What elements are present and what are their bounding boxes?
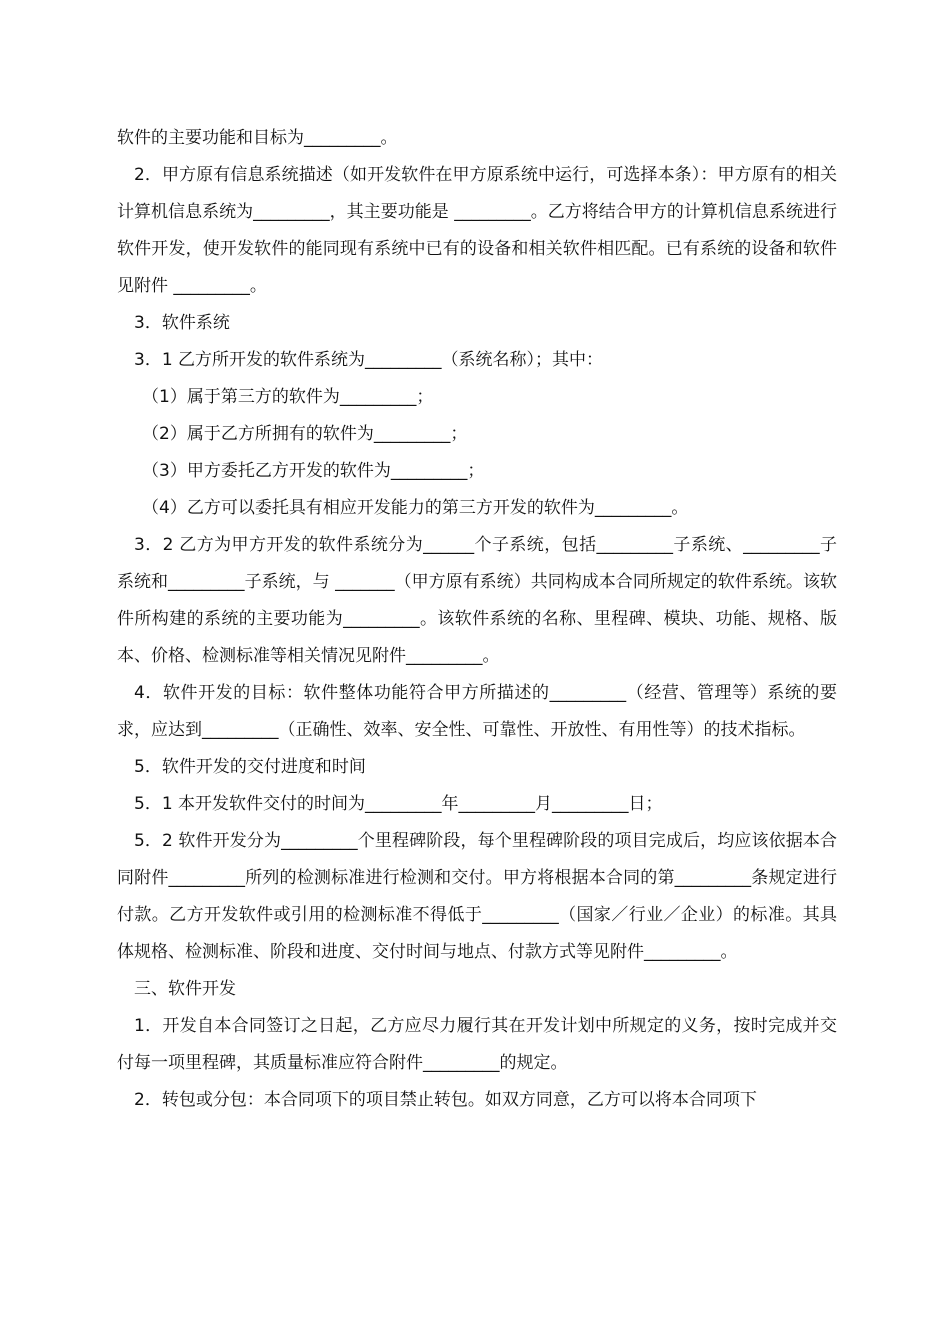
- paragraph-item-2: （2）属于乙方所拥有的软件为_________；: [142, 424, 468, 444]
- paragraph-clause-3-1: 3．1 乙方所开发的软件系统为_________（系统名称）；其中：: [134, 350, 604, 370]
- paragraph-clause-5-2: 5．2 软件开发分为_________个里程碑阶段，每个里程碑阶段的项目完成后，均应该依据本合同附件_________所列的检测标准进行检测和交付。甲方将根据本合同的第_________条规定进行付款。乙方开发软件或引用的检测标准不得低于_________（国家／行业／企业）的标准。其具体规格、检测标准、阶段和进度、交付时间与地点、付款方式等见附件_________。: [117, 831, 837, 962]
- paragraph-clause-5-1: 5．1 本开发软件交付的时间为_________年_________月_________日；: [134, 794, 663, 814]
- document-body: [117, 120, 837, 1119]
- paragraph-clause-4: 4．软件开发的目标：软件整体功能符合甲方所描述的_________（经营、管理等）系统的要求，应达到_________（正确性、效率、安全性、可靠性、开放性、有用性等）的技术指标。: [117, 683, 837, 740]
- paragraph-section-3-clause-2: 2．转包或分包：本合同项下的项目禁止转包。如双方同意，乙方可以将本合同项下: [134, 1090, 757, 1110]
- paragraph-item-1: （1）属于第三方的软件为_________；: [142, 387, 434, 407]
- section-heading-software-development: 三、软件开发: [134, 979, 236, 999]
- paragraph-clause-3-heading: 3．软件系统: [134, 313, 230, 333]
- paragraph-clause-3-2: 3．2 乙方为甲方开发的软件系统分为______个子系统，包括_________子系统、_________子系统和_________子系统，与 _______（甲方原有系统）共同构成本合同所规定的软件系统。该软件所构建的系统的主要功能为_________。该软件系统的名称、里程碑、模块、功能、规格、版本、价格、检测标准等相关情况见附件_________。: [117, 535, 837, 666]
- paragraph-item-4: （4）乙方可以委托具有相应开发能力的第三方开发的软件为_________。: [142, 498, 689, 518]
- paragraph-item-3: （3）甲方委托乙方开发的软件为_________；: [142, 461, 485, 481]
- paragraph-clause-2: 2．甲方原有信息系统描述（如开发软件在甲方原系统中运行，可选择本条）：甲方原有的相关计算机信息系统为_________，其主要功能是 _________。乙方将结合甲方的计算机信息系统进行软件开发，使开发软件的能同现有系统中已有的设备和相关软件相匹配。已有系统的设备和软件见附件 _________。: [117, 165, 837, 296]
- paragraph-section-3-clause-1: 1．开发自本合同签订之日起，乙方应尽力履行其在开发计划中所规定的义务，按时完成并交付每一项里程碑，其质量标准应符合附件_________的规定。: [117, 1016, 837, 1073]
- paragraph-continuation: 软件的主要功能和目标为_________。: [117, 128, 398, 148]
- paragraph-clause-5-heading: 5．软件开发的交付进度和时间: [134, 757, 366, 777]
